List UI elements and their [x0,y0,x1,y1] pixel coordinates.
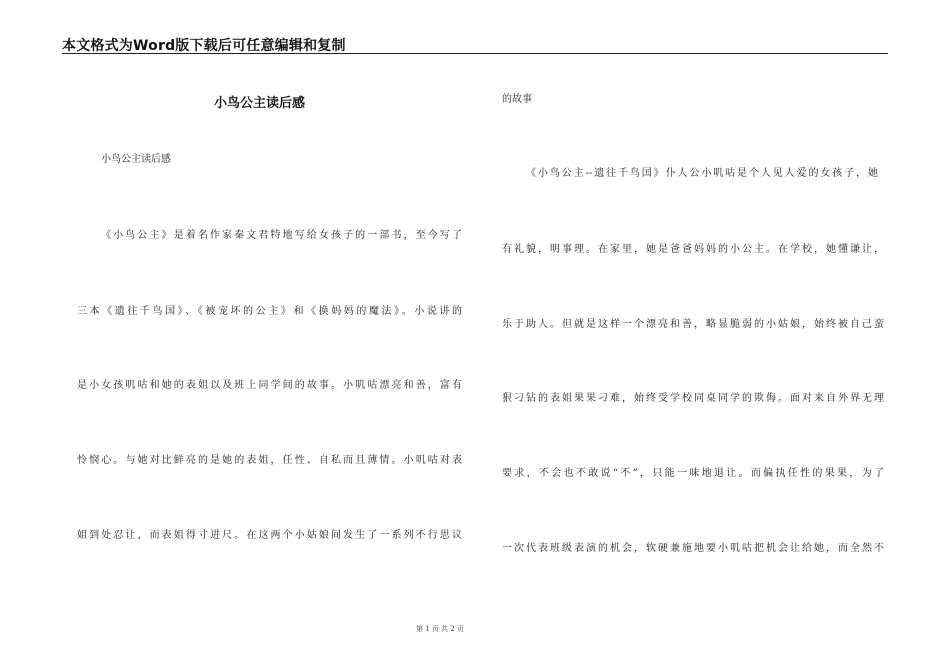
paragraph-line: 《小鸟公主》是着名作家秦文君特地写给女孩子的一部书，至今写了 [101,230,462,241]
paragraph-line: 怜悯心。与她对比鲜亮的是她的表姐，任性、自私而且薄情。小叽咕对表 [77,455,462,466]
page-number: 第 1 页 共 2 页 [415,625,465,633]
paragraph-line: 狠刁钻的表姐果果刁难，始终受学校同桌同学的欺侮。面对来自外界无理 [502,393,884,404]
paragraph-line: 姐到处忍让，而表姐得寸进尺。在这两个小姑娘间发生了一系列不行思议 [77,530,462,541]
paragraph-line: 三本《遗往千鸟国》、《被宠坏的公主》和《换妈妈的魔法》。小说讲的 [77,306,462,317]
paragraph-line: 乐于助人。但就是这样一个漂亮和善，略显脆弱的小姑娘，始终被自己蛮 [502,319,884,330]
paragraph-line: 一次代表班级表演的机会，软硬兼施地要小叽咕把机会让给她，而全然不 [502,543,884,554]
paragraph-line: 是小女孩叽咕和她的表姐以及班上同学间的故事。小叽咕漂亮和善，富有 [77,380,462,391]
paragraph-line: 的故事 [502,94,532,105]
paragraph-line: 要求，不会也不敢说“不”，只能一味地退让。而偏执任性的果果，为了 [502,468,884,479]
document-title: 小鸟公主读后感 [214,96,306,111]
header-divider [62,53,888,54]
header-banner-text: 本文格式为Word版下载后可任意编辑和复制 [62,38,346,54]
paragraph-line: 小鸟公主读后感 [101,154,171,165]
paragraph-line: 《小鸟公主--遗往千鸟国》仆人公小叽咕是个人见人爱的女孩子，她 [526,168,878,179]
paragraph-line: 有礼貌，明事理。在家里，她是爸爸妈妈的小公主。在学校，她懂谦让， [502,244,884,255]
